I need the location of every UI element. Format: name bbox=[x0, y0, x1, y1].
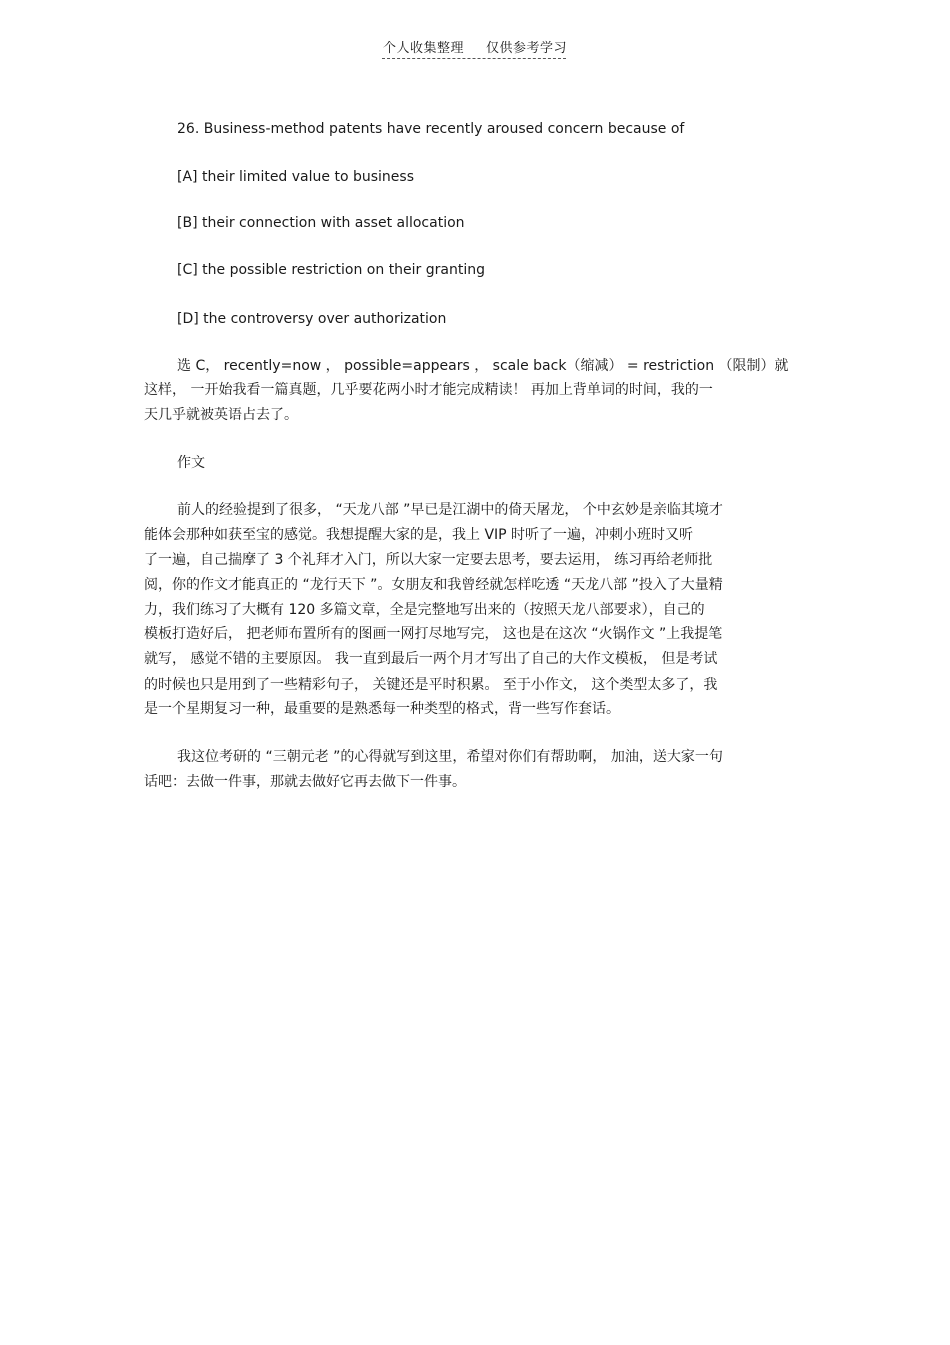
essay-line-5: 力，我们练习了大概有 120 多篇文章，全是完整地写出来的（按照天龙八部要求），自己的 bbox=[144, 602, 705, 618]
essay-line-3: 了一遍，自己揣摩了 3 个礼拜才入门，所以大家一定要去思考，要去运用， 练习再给老师批 bbox=[144, 552, 713, 568]
option-c: [C] the possible restriction on their granting bbox=[177, 262, 485, 278]
option-d: [D] the controversy over authorization bbox=[177, 311, 447, 327]
header-left-text: 个人收集整理 bbox=[382, 41, 464, 56]
answer-line-2: 这样， 一开始我看一篇真题，几乎要花两小时才能完成精读！ 再加上背单词的时间，我的一 bbox=[144, 382, 713, 398]
essay-line-2: 能体会那种如获至宝的感觉。我想提醒大家的是，我上 VIP 时听了一遍，冲刺小班时又听 bbox=[144, 527, 694, 543]
essay-line-8: 的时候也只是用到了一些精彩句子， 关键还是平时积累。 至于小作文， 这个类型太多了，我 bbox=[144, 677, 718, 693]
essay-line-6: 模板打造好后， 把老师布置所有的图画一网打尽地写完， 这也是在这次 “火锅作文 ”上我提笔 bbox=[144, 626, 723, 642]
answer-line-1: 选 C， recently=now ， possible=appears ， scale back（缩减） = restriction （限制）就 bbox=[177, 358, 789, 374]
section-title: 作文 bbox=[177, 455, 205, 471]
essay-line-9: 是一个星期复习一种，最重要的是熟悉每一种类型的格式，背一些写作套话。 bbox=[144, 701, 620, 717]
closing-line-1: 我这位考研的 “三朝元老 ”的心得就写到这里，希望对你们有帮助啊， 加油，送大家一句 bbox=[177, 749, 723, 765]
question-stem: 26. Business-method patents have recently aroused concern because of bbox=[177, 121, 685, 137]
option-b: [B] their connection with asset allocation bbox=[177, 215, 465, 231]
essay-line-1: 前人的经验提到了很多， “天龙八部 ”早已是江湖中的倚天屠龙， 个中玄妙是亲临其境才 bbox=[177, 502, 723, 518]
essay-line-7: 就写， 感觉不错的主要原因。 我一直到最后一两个月才写出了自己的大作文模板， 但是考试 bbox=[144, 651, 718, 667]
header-divider bbox=[382, 58, 566, 59]
header-right-text: 仅供参考学习 bbox=[486, 41, 568, 56]
essay-line-4: 阅，你的作文才能真正的 “龙行天下 ”。女朋友和我曾经就怎样吃透 “天龙八部 ”投入了大量精 bbox=[144, 577, 723, 593]
option-a: [A] their limited value to business bbox=[177, 169, 414, 185]
closing-line-2: 话吧：去做一件事，那就去做好它再去做下一件事。 bbox=[144, 774, 466, 790]
page-header bbox=[0, 40, 950, 58]
answer-line-3: 天几乎就被英语占去了。 bbox=[144, 407, 298, 423]
